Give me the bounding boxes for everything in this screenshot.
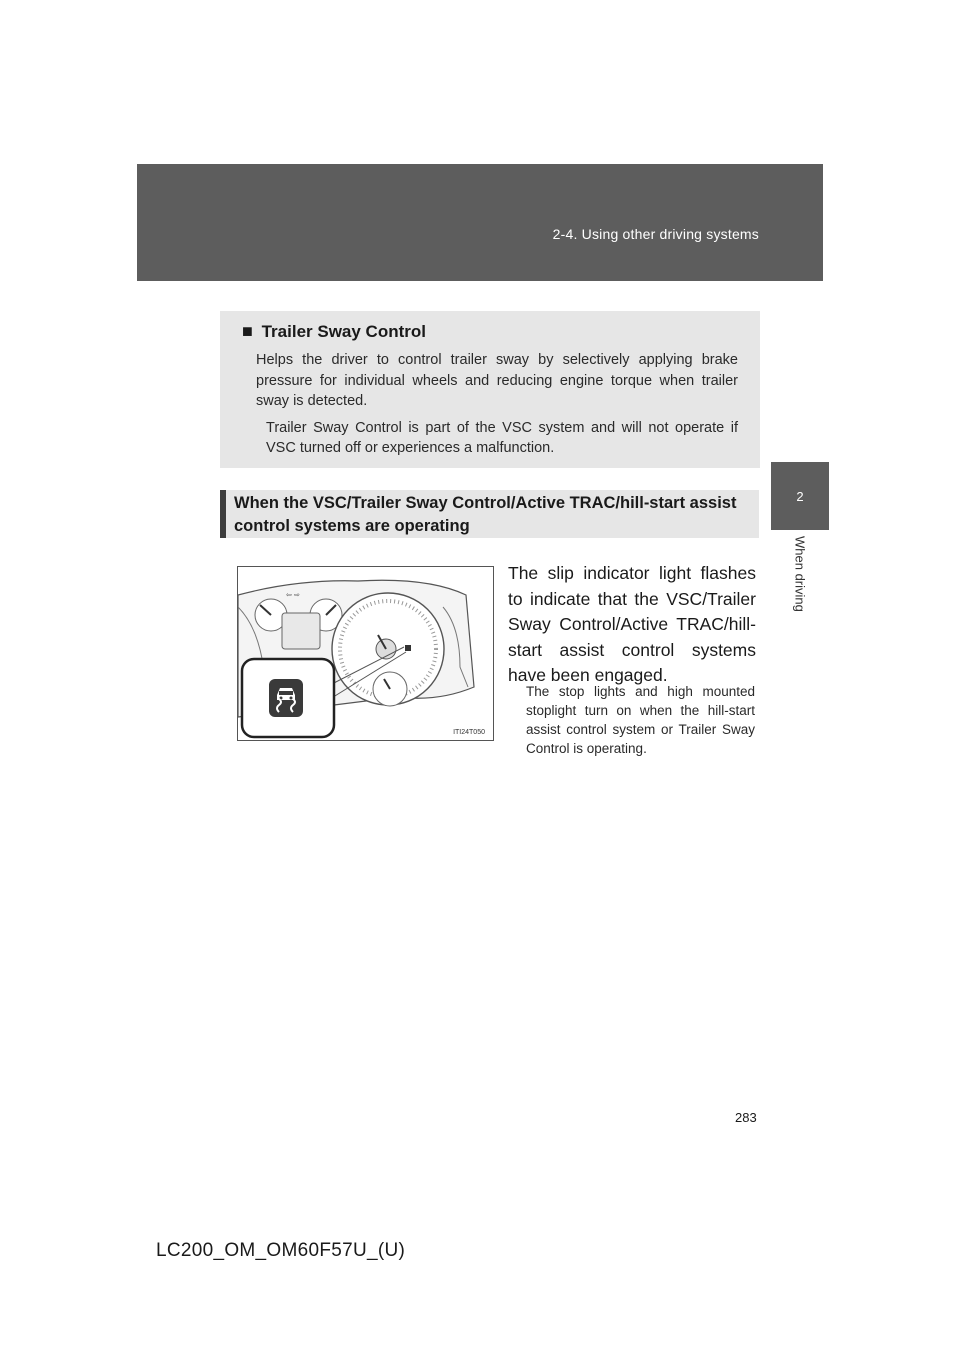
chapter-tab [771,462,829,530]
info-box-note: Trailer Sway Control is part of the VSC system and will not operate if VSC turned off or experiences a malfunction. [266,419,738,456]
svg-text:⇦ ⇨: ⇦ ⇨ [286,591,300,599]
section-note: The stop lights and high mounted stoplight turn on when the hill-start assist control system or Trailer Sway Control is operating. [526,684,755,756]
info-box-paragraph: Helps the driver to control trailer sway by selectively applying brake pressure for individual wheels and reducing engine torque when trailer sway is detected. [256,352,738,409]
page-number: 283 [735,1110,757,1125]
document-code: LC200_OM_OM60F57U_(U) [156,1240,406,1261]
section-body: The slip indicator light flashes to indicate that the VSC/Trailer Sway Control/Active TRAC/hill-start assist control systems have been engaged. [508,563,756,685]
section-title: 2-4. Using other driving systems [552,226,759,242]
chapter-number: 2 [796,488,804,504]
slip-indicator-icon [269,679,303,717]
chapter-label: When driving [792,536,808,612]
info-box-title: Trailer Sway Control [261,322,426,341]
section-heading: When the VSC/Trailer Sway Control/Active TRAC/hill-start assist control systems are operating [220,490,759,538]
header-band [137,164,823,281]
info-box-heading [242,321,738,342]
chapter-label-container [772,536,828,626]
info-box [220,311,760,468]
bullet-square-icon: ■ [242,321,253,341]
instrument-cluster-figure [237,566,494,741]
figure-code: ITI24T050 [453,729,485,736]
